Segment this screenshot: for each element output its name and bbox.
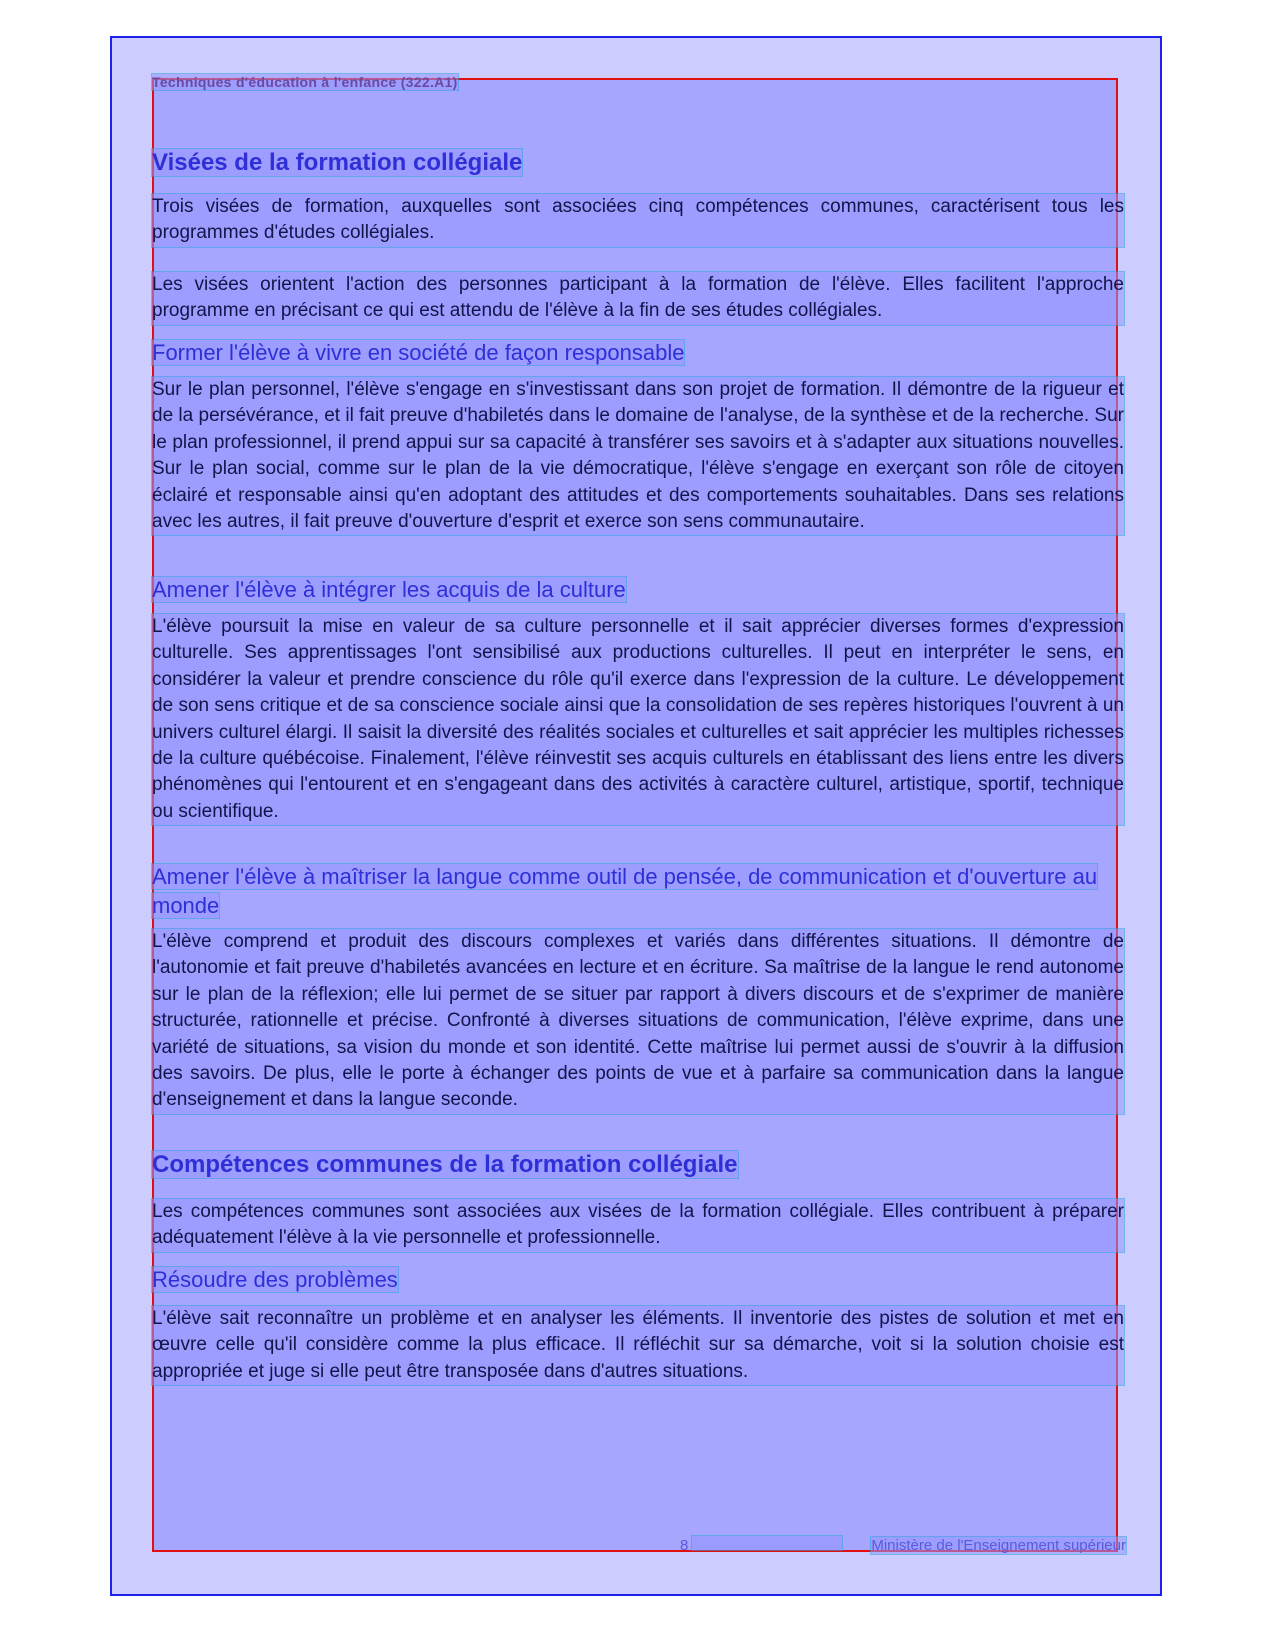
sub4-text-block	[152, 1306, 1124, 1385]
visees-section	[152, 148, 1124, 178]
sub2-heading: Amener l'élève à intégrer les acquis de la culture	[152, 577, 626, 602]
comp-heading: Compétences communes de la formation collégiale	[152, 1151, 738, 1178]
paragraph: L'élève comprend et produit des discours complexes et variés dans différentes situations. Il démontre de l'autonomie et fait preuve d'habiletés avancées en lecture et en écriture. Sa maîtrise de la langue le rend autonome sur le plan de la réflexion; elle lui permet de se situer par rapport à divers discours et de s'exprimer de manière structurée, rationnelle et précise. Confronté à diverses situations de communication, l'élève exprime, dans une variété de situations, sa vision du monde et son identité. Cette maîtrise lui permet aussi de s'ouvrir à la diffusion des savoirs. De plus, elle le porte à échanger des points de vue et à parfaire sa communication dans la langue d'enseignement et dans la langue seconde.	[152, 929, 1124, 1114]
footer-rule	[692, 1536, 842, 1550]
running-header	[152, 74, 1124, 90]
comp-heading-block	[152, 1150, 1124, 1180]
page-footer	[680, 1536, 1126, 1554]
sub3-text-block	[152, 929, 1124, 1114]
sub2-text-block	[152, 614, 1124, 825]
paragraph: Sur le plan personnel, l'élève s'engage en s'investissant dans son projet de formation. Il démontre de la rigueur et de la persévérance, et il fait preuve d'habiletés dans le domaine de l'analyse, de la synthèse et de la recherche. Sur le plan professionnel, il prend appui sur sa capacité à transférer ses savoirs et à s'adapter aux situations nouvelles. Sur le plan social, comme sur le plan de la vie démocratique, l'élève s'engage en exerçant son rôle de citoyen éclairé et responsable ainsi qu'en adoptant des attitudes et des comportements souhaitables. Dans ses relations avec les autres, il fait preuve d'ouverture d'esprit et exerce son sens communautaire.	[152, 377, 1124, 535]
sub2-heading-block	[152, 575, 1124, 604]
comp-intro-block	[152, 1199, 1124, 1252]
page-number: 8	[680, 1536, 842, 1554]
sub4-heading-block	[152, 1265, 1124, 1294]
paragraph: L'élève sait reconnaître un problème et en analyser les éléments. Il inventorie des pistes de solution et met en œuvre celle qu'il considère comme la plus efficace. Il réfléchit sur sa démarche, voit si la solution choisie est appropriée et juge si elle peut être transposée dans d'autres situations.	[152, 1306, 1124, 1385]
sub1-heading: Former l'élève à vivre en société de façon responsable	[152, 340, 685, 365]
footer-ministry: Ministère de l'Enseignement supérieur	[871, 1536, 1126, 1554]
paragraph: Les visées orientent l'action des personnes participant à la formation de l'élève. Elles facilitent l'approche programme en précisant ce qui est attendu de l'élève à la fin de ses études collégiales.	[152, 272, 1124, 325]
sub1-heading-block	[152, 338, 1124, 367]
running-header-text: Techniques d'éducation à l'enfance (322.A1)	[152, 74, 458, 90]
sub3-heading-block	[152, 862, 1124, 920]
paragraph: L'élève poursuit la mise en valeur de sa culture personnelle et il sait apprécier diverses formes d'expression culturelle. Ses apprentissages l'ont sensibilisé aux productions culturelles. Il peut en interpréter le sens, en considérer la valeur et prendre conscience du rôle qu'il exerce dans l'expression de la culture. Le développement de son sens critique et de sa conscience sociale ainsi que la consolidation de ses repères historiques l'ouvrent à un univers culturel élargi. Il saisit la diversité des réalités sociales et culturelles et sait apprécier les multiples richesses de la culture québécoise. Finalement, l'élève réinvestit ses acquis culturels en établissant des liens entre les divers phénomènes qui l'entourent et en s'engageant dans des activités à caractère culturel, artistique, sportif, technique ou scientifique.	[152, 614, 1124, 825]
visees-intro-1	[152, 194, 1124, 247]
visees-intro-2	[152, 272, 1124, 325]
sub4-heading: Résoudre des problèmes	[152, 1267, 398, 1292]
sub3-heading: Amener l'élève à maîtriser la langue comme outil de pensée, de communication et d'ouverture au monde	[152, 864, 1098, 918]
paragraph: Trois visées de formation, auxquelles sont associées cinq compétences communes, caractérisent tous les programmes d'études collégiales.	[152, 194, 1124, 247]
visees-heading: Visées de la formation collégiale	[152, 149, 523, 176]
paragraph: Les compétences communes sont associées aux visées de la formation collégiale. Elles contribuent à préparer adéquatement l'élève à la vie personnelle et professionnelle.	[152, 1199, 1124, 1252]
sub1-text-block	[152, 377, 1124, 535]
